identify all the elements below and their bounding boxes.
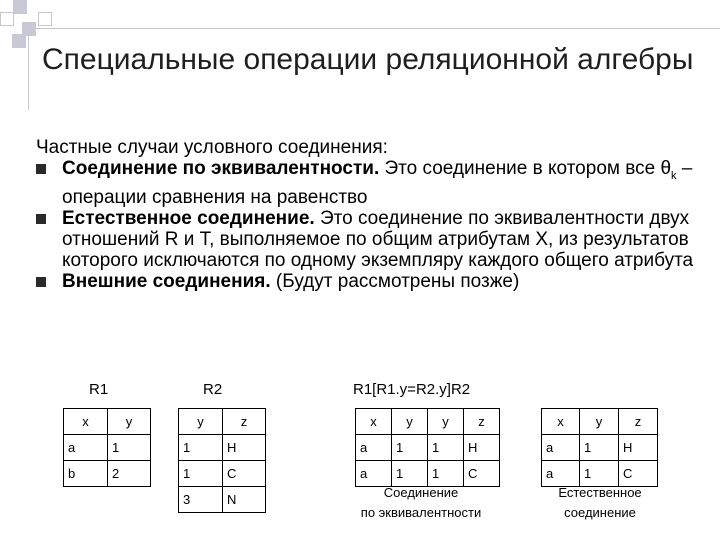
- table-row: [356, 435, 500, 461]
- table-header-row: [356, 409, 500, 435]
- slide-title: Специальные операции реляционной алгебры: [42, 43, 694, 76]
- r1-label: R1: [89, 381, 109, 398]
- table-cell: 2: [108, 461, 151, 487]
- table-row: [179, 435, 266, 461]
- table-cell: 1: [428, 461, 464, 487]
- bullet-text: – операции сравнения на равенство: [62, 158, 693, 208]
- theta-subscript: k: [671, 169, 677, 182]
- intro-text: Частные случаи условного соединения:: [36, 137, 388, 158]
- natural-join-table: [541, 408, 658, 487]
- bullet-text: Это соединение в котором все: [379, 158, 661, 179]
- column-header: x: [542, 409, 580, 435]
- column-header: z: [619, 409, 658, 435]
- table-row: [179, 461, 266, 487]
- column-header: x: [356, 409, 392, 435]
- bullet-item: [36, 271, 706, 292]
- bullet-term: Внешние соединения.: [62, 270, 271, 292]
- square-bullet-icon: [36, 277, 46, 287]
- equi-join-table: [355, 408, 500, 487]
- table-cell: a: [356, 435, 392, 461]
- caption-line: соединение: [564, 505, 636, 520]
- theta-symbol: θ: [660, 158, 672, 179]
- table-cell: 1: [580, 461, 619, 487]
- table-cell: a: [542, 435, 580, 461]
- table-cell: N: [223, 487, 266, 513]
- table-cell: C: [464, 461, 500, 487]
- bullet-item: [36, 158, 706, 208]
- bullet-text: (Будут рассмотрены позже): [270, 270, 520, 292]
- table-header-row: [64, 409, 151, 435]
- table-cell: 1: [179, 461, 223, 487]
- column-header: y: [428, 409, 464, 435]
- table-cell: 1: [179, 435, 223, 461]
- table-row: [542, 435, 658, 461]
- table-cell: 1: [392, 461, 428, 487]
- table-cell: H: [619, 435, 658, 461]
- decor-square: [12, 34, 26, 48]
- table-cell: a: [356, 461, 392, 487]
- square-bullet-icon: [36, 214, 46, 224]
- table-row: [179, 487, 266, 513]
- r2-label: R2: [203, 381, 223, 398]
- caption-line: Естественное: [558, 485, 642, 500]
- header-rule: [28, 28, 720, 29]
- table-cell: H: [223, 435, 266, 461]
- title-rule: [28, 28, 29, 110]
- column-header: y: [108, 409, 151, 435]
- decor-square: [13, 0, 27, 14]
- join-label: R1[R1.y=R2.y]R2: [353, 381, 471, 398]
- table-cell: 1: [580, 435, 619, 461]
- equi-join-caption: [335, 483, 507, 523]
- table-cell: 1: [392, 435, 428, 461]
- table-cell: a: [64, 435, 108, 461]
- table-cell: 1: [108, 435, 151, 461]
- bullet-text: Это соединение по эквивалентности двух отношений R и T, выполняемое по общим атрибутам X, из результатов которого исключаются по одному экземпляру каждого общего атрибута: [62, 207, 694, 271]
- table-cell: 3: [179, 487, 223, 513]
- caption-line: по эквивалентности: [360, 505, 482, 520]
- column-header: y: [580, 409, 619, 435]
- table-row: [64, 435, 151, 461]
- bullet-item: [36, 208, 706, 271]
- square-bullet-icon: [36, 164, 46, 174]
- bullet-list: [36, 158, 706, 292]
- decor-square: [0, 12, 14, 26]
- caption-line: Соединение: [383, 485, 459, 500]
- column-header: y: [179, 409, 223, 435]
- r1-table: [63, 408, 151, 487]
- table-cell: C: [619, 461, 658, 487]
- table-cell: a: [542, 461, 580, 487]
- natural-join-caption: [525, 483, 675, 523]
- column-header: x: [64, 409, 108, 435]
- column-header: z: [464, 409, 500, 435]
- table-cell: 1: [428, 435, 464, 461]
- bullet-term: Естественное соединение.: [62, 207, 315, 229]
- table-header-row: [179, 409, 266, 435]
- slide-body: [36, 137, 706, 292]
- r2-table: [178, 408, 266, 513]
- table-cell: C: [223, 461, 266, 487]
- table-cell: b: [64, 461, 108, 487]
- table-cell: H: [464, 435, 500, 461]
- column-header: z: [223, 409, 266, 435]
- table-header-row: [542, 409, 658, 435]
- decor-square: [38, 12, 52, 26]
- column-header: y: [392, 409, 428, 435]
- bullet-term: Соединение по эквивалентности.: [62, 158, 380, 179]
- table-row: [64, 461, 151, 487]
